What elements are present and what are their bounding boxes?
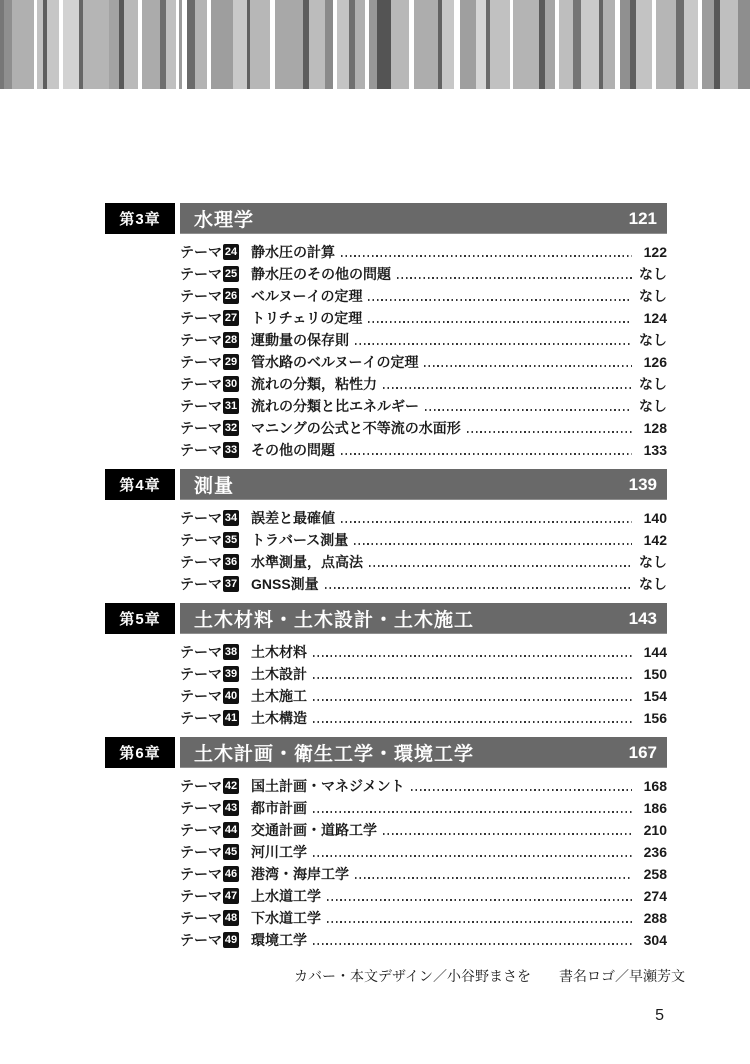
dotted-leader: [313, 721, 632, 723]
theme-prefix: テーマ: [180, 266, 222, 282]
theme-number-badge: 44: [224, 824, 238, 836]
theme-row: [180, 841, 667, 863]
barcode-stripe: [377, 0, 391, 89]
theme-page: 126: [643, 354, 667, 370]
chapter-title: 土木材料・土木設計・土木施工: [194, 610, 475, 631]
dotted-leader: [313, 811, 632, 813]
theme-row: [180, 573, 667, 595]
theme-title: 静水圧の計算: [251, 244, 335, 260]
theme-title: 誤差と最確値: [251, 510, 335, 526]
theme-title: マニングの公式と不等流の水面形: [251, 420, 461, 436]
dotted-leader: [383, 833, 632, 835]
theme-number-badge: 48: [224, 912, 238, 924]
credit-logo: 書名ロゴ／早瀬芳文: [559, 968, 685, 984]
theme-page: なし: [639, 288, 667, 304]
theme-prefix: テーマ: [180, 376, 222, 392]
theme-prefix: テーマ: [180, 398, 222, 414]
barcode-stripe: [63, 0, 79, 89]
barcode-stripe: [325, 0, 333, 89]
theme-row: [180, 819, 667, 841]
dotted-leader: [313, 855, 632, 857]
barcode-stripe: [309, 0, 325, 89]
chapter-bar: [180, 203, 667, 234]
theme-number-badge: 25: [224, 268, 238, 280]
theme-prefix: テーマ: [180, 644, 222, 660]
barcode-stripe: [738, 0, 750, 89]
theme-page: 140: [643, 510, 667, 526]
theme-number-badge: 31: [224, 400, 238, 412]
theme-number-badge: 33: [224, 444, 238, 456]
theme-title: 下水道工学: [251, 910, 321, 926]
theme-number-badge: 39: [224, 668, 238, 680]
theme-title: 静水圧のその他の問題: [251, 266, 391, 282]
barcode-stripe: [490, 0, 510, 89]
theme-page: 150: [643, 666, 667, 682]
theme-row: [180, 907, 667, 929]
dotted-leader: [325, 587, 632, 589]
dotted-leader: [327, 899, 632, 901]
theme-row: [180, 439, 667, 461]
dotted-leader: [424, 365, 632, 367]
theme-page: 144: [643, 644, 667, 660]
dotted-leader: [355, 343, 632, 345]
theme-prefix: テーマ: [180, 288, 222, 304]
barcode-stripe: [636, 0, 652, 89]
theme-row: [180, 351, 667, 373]
barcode-stripe: [275, 0, 303, 89]
theme-page: 274: [643, 888, 667, 904]
theme-row: [180, 529, 667, 551]
barcode-stripe: [603, 0, 615, 89]
toc: [105, 203, 667, 959]
theme-number-badge: 45: [224, 846, 238, 858]
chapter-header: [105, 603, 667, 634]
page-number: 5: [655, 1007, 664, 1024]
barcode-stripe: [47, 0, 59, 89]
theme-prefix: テーマ: [180, 554, 222, 570]
theme-row: [180, 395, 667, 417]
dotted-leader: [368, 321, 632, 323]
theme-title: その他の問題: [251, 442, 335, 458]
dotted-leader: [327, 921, 632, 923]
barcode-stripe: [250, 0, 270, 89]
theme-prefix: テーマ: [180, 510, 222, 526]
theme-row: [180, 707, 667, 729]
theme-number-badge: 27: [224, 312, 238, 324]
theme-row: [180, 373, 667, 395]
theme-title: トラバース測量: [251, 532, 349, 548]
chapter-label: 第5章: [105, 603, 175, 634]
barcode-stripe: [355, 0, 365, 89]
theme-page: 288: [643, 910, 667, 926]
theme-row: [180, 885, 667, 907]
barcode-stripe: [684, 0, 698, 89]
theme-prefix: テーマ: [180, 310, 222, 326]
theme-title: GNSS測量: [251, 576, 319, 592]
theme-page: 122: [643, 244, 667, 260]
theme-number-badge: 37: [224, 578, 238, 590]
theme-title: 環境工学: [251, 932, 307, 948]
theme-prefix: テーマ: [180, 354, 222, 370]
theme-page: 304: [643, 932, 667, 948]
theme-prefix: テーマ: [180, 932, 222, 948]
theme-prefix: テーマ: [180, 420, 222, 436]
theme-row: [180, 285, 667, 307]
theme-page: 186: [643, 800, 667, 816]
barcode-stripe: [656, 0, 676, 89]
barcode-stripe: [620, 0, 630, 89]
theme-row: [180, 863, 667, 885]
dotted-leader: [313, 943, 632, 945]
barcode-stripe: [124, 0, 138, 89]
theme-list: [105, 241, 667, 461]
chapter-page: 139: [628, 474, 657, 494]
theme-title: 都市計画: [251, 800, 307, 816]
theme-number-badge: 30: [224, 378, 238, 390]
chapter-section: [105, 203, 667, 461]
chapter-title: 水理学: [194, 210, 255, 231]
theme-prefix: テーマ: [180, 532, 222, 548]
dotted-leader: [313, 655, 632, 657]
theme-row: [180, 641, 667, 663]
theme-title: 土木設計: [251, 666, 307, 682]
theme-prefix: テーマ: [180, 442, 222, 458]
barcode-stripe: [142, 0, 160, 89]
theme-number-badge: 36: [224, 556, 238, 568]
theme-number-badge: 24: [224, 246, 238, 258]
theme-row: [180, 775, 667, 797]
theme-prefix: テーマ: [180, 332, 222, 348]
chapter-bar: [180, 469, 667, 500]
chapter-title: 測量: [194, 476, 235, 497]
theme-number-badge: 38: [224, 646, 238, 658]
theme-title: 流れの分類，粘性力: [251, 376, 377, 392]
theme-title: 土木施工: [251, 688, 307, 704]
theme-number-badge: 35: [224, 534, 238, 546]
theme-number-badge: 40: [224, 690, 238, 702]
theme-title: 河川工学: [251, 844, 307, 860]
theme-page: なし: [639, 266, 667, 282]
theme-number-badge: 41: [224, 712, 238, 724]
theme-number-badge: 47: [224, 890, 238, 902]
theme-prefix: テーマ: [180, 800, 222, 816]
barcode-stripe: [391, 0, 409, 89]
theme-row: [180, 797, 667, 819]
chapter-label: 第3章: [105, 203, 175, 234]
barcode-stripe: [211, 0, 233, 89]
theme-prefix: テーマ: [180, 666, 222, 682]
barcode-stripe: [559, 0, 573, 89]
theme-prefix: テーマ: [180, 710, 222, 726]
barcode-stripe: [513, 0, 539, 89]
theme-row: [180, 307, 667, 329]
theme-title: 管水路のベルヌーイの定理: [251, 354, 419, 370]
theme-prefix: テーマ: [180, 778, 222, 794]
barcode-stripe: [195, 0, 207, 89]
barcode-stripe: [166, 0, 176, 89]
theme-page: なし: [639, 376, 667, 392]
barcode-stripe: [414, 0, 438, 89]
theme-number-badge: 28: [224, 334, 238, 346]
dotted-leader: [467, 431, 632, 433]
credit-design: カバー・本文デザイン／小谷野まさを: [293, 968, 531, 984]
theme-row: [180, 663, 667, 685]
theme-number-badge: 32: [224, 422, 238, 434]
theme-page: 236: [643, 844, 667, 860]
chapter-bar: [180, 737, 667, 768]
chapter-section: [105, 603, 667, 729]
theme-row: [180, 929, 667, 951]
chapter-section: [105, 469, 667, 595]
theme-number-badge: 29: [224, 356, 238, 368]
theme-title: 運動量の保存則: [251, 332, 349, 348]
barcode-stripe: [460, 0, 476, 89]
barcode-stripe: [233, 0, 247, 89]
chapter-header: [105, 203, 667, 234]
theme-row: [180, 241, 667, 263]
dotted-leader: [313, 699, 632, 701]
dotted-leader: [368, 299, 632, 301]
theme-page: 210: [643, 822, 667, 838]
barcode-stripe: [442, 0, 454, 89]
dotted-leader: [369, 565, 632, 567]
theme-prefix: テーマ: [180, 244, 222, 260]
theme-page: 128: [643, 420, 667, 436]
theme-page: なし: [639, 576, 667, 592]
dotted-leader: [397, 277, 632, 279]
chapter-section: [105, 737, 667, 951]
theme-title: トリチェリの定理: [251, 310, 363, 326]
dotted-leader: [425, 409, 632, 411]
theme-page: 168: [643, 778, 667, 794]
theme-list: [105, 641, 667, 729]
theme-page: なし: [639, 332, 667, 348]
theme-page: 124: [643, 310, 667, 326]
theme-number-badge: 26: [224, 290, 238, 302]
dotted-leader: [341, 255, 632, 257]
theme-page: なし: [639, 398, 667, 414]
barcode-stripe: [369, 0, 377, 89]
theme-page: 133: [643, 442, 667, 458]
theme-title: 流れの分類と比エネルギー: [251, 398, 419, 414]
theme-prefix: テーマ: [180, 910, 222, 926]
barcode-stripe: [545, 0, 555, 89]
theme-row: [180, 685, 667, 707]
dotted-leader: [411, 789, 632, 791]
theme-title: ベルヌーイの定理: [251, 288, 363, 304]
chapter-header: [105, 737, 667, 768]
barcode-stripe: [83, 0, 109, 89]
barcode-stripe: [581, 0, 599, 89]
dotted-leader: [341, 521, 632, 523]
barcode-stripe: [720, 0, 738, 89]
chapter-label: 第6章: [105, 737, 175, 768]
theme-number-badge: 49: [224, 934, 238, 946]
barcode-stripe: [573, 0, 581, 89]
barcode-stripe: [476, 0, 486, 89]
theme-number-badge: 34: [224, 512, 238, 524]
theme-title: 土木構造: [251, 710, 307, 726]
theme-number-badge: 42: [224, 780, 238, 792]
theme-row: [180, 329, 667, 351]
theme-prefix: テーマ: [180, 888, 222, 904]
theme-prefix: テーマ: [180, 866, 222, 882]
theme-title: 国土計画・マネジメント: [251, 778, 405, 794]
theme-page: 156: [643, 710, 667, 726]
chapter-page: 167: [628, 742, 657, 762]
barcode-stripe: [676, 0, 684, 89]
chapter-page: 143: [628, 608, 657, 628]
theme-prefix: テーマ: [180, 844, 222, 860]
chapter-page: 121: [628, 208, 657, 228]
theme-list: [105, 775, 667, 951]
theme-page: 258: [643, 866, 667, 882]
chapter-title: 土木計画・衛生工学・環境工学: [194, 744, 475, 765]
chapter-label: 第4章: [105, 469, 175, 500]
theme-number-badge: 43: [224, 802, 238, 814]
barcode-stripe: [4, 0, 12, 89]
dotted-leader: [354, 543, 632, 545]
dotted-leader: [383, 387, 632, 389]
dotted-leader: [341, 453, 632, 455]
theme-title: 港湾・海岸工学: [251, 866, 349, 882]
theme-title: 上水道工学: [251, 888, 321, 904]
dotted-leader: [313, 677, 632, 679]
theme-page: 154: [643, 688, 667, 704]
barcode-strip: [0, 0, 750, 89]
theme-page: なし: [639, 554, 667, 570]
theme-row: [180, 507, 667, 529]
barcode-stripe: [337, 0, 349, 89]
chapter-bar: [180, 603, 667, 634]
theme-title: 土木材料: [251, 644, 307, 660]
theme-prefix: テーマ: [180, 688, 222, 704]
theme-list: [105, 507, 667, 595]
theme-prefix: テーマ: [180, 576, 222, 592]
dotted-leader: [355, 877, 632, 879]
theme-row: [180, 263, 667, 285]
credits: [105, 966, 685, 986]
barcode-stripe: [702, 0, 714, 89]
theme-number-badge: 46: [224, 868, 238, 880]
chapter-header: [105, 469, 667, 500]
theme-page: 142: [643, 532, 667, 548]
theme-row: [180, 417, 667, 439]
theme-row: [180, 551, 667, 573]
barcode-stripe: [12, 0, 34, 89]
theme-title: 水準測量，点高法: [251, 554, 363, 570]
barcode-stripe: [187, 0, 195, 89]
theme-prefix: テーマ: [180, 822, 222, 838]
theme-title: 交通計画・道路工学: [251, 822, 377, 838]
barcode-stripe: [109, 0, 119, 89]
